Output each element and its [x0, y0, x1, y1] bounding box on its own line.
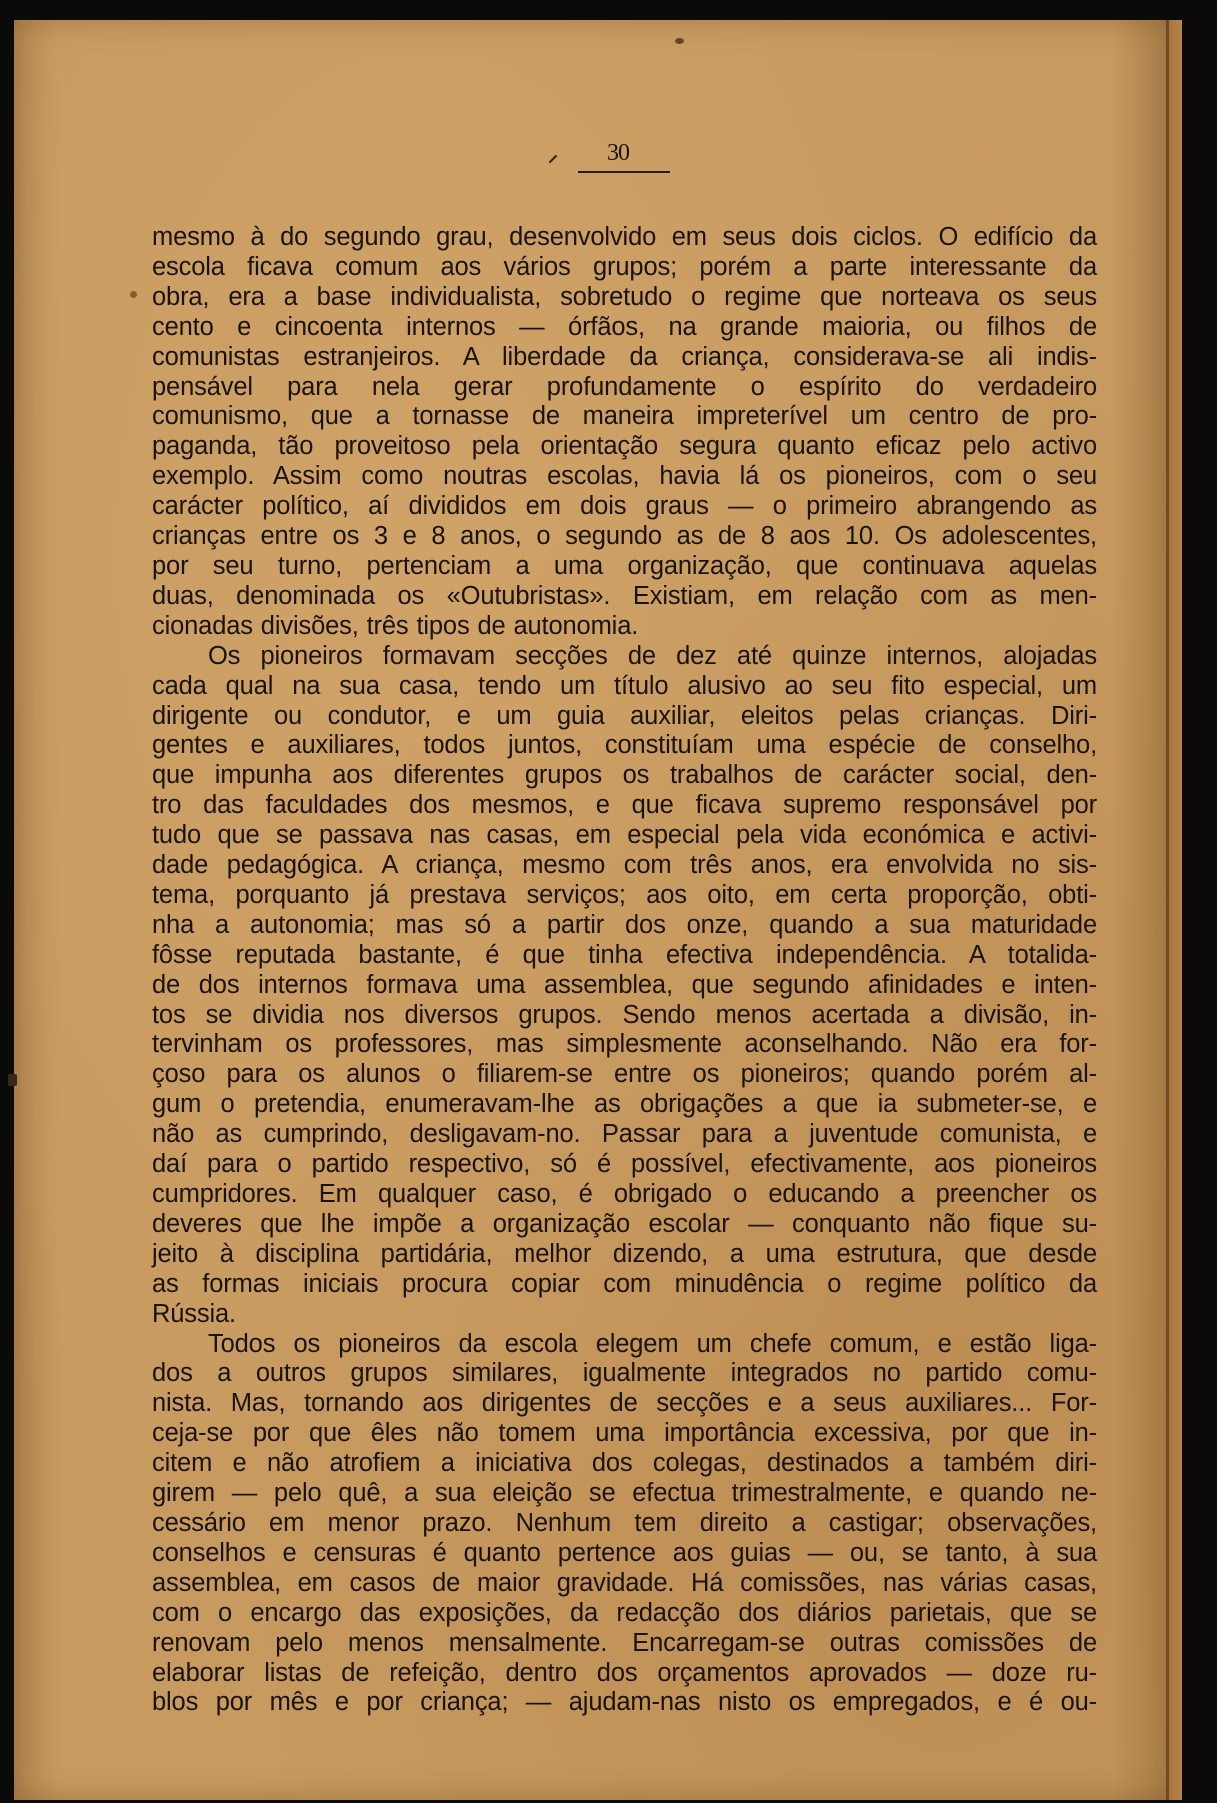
body-text	[152, 223, 1097, 1718]
text-line: gum o pretendia, enumeravam-lhe as obrigações a que ia submeter-se, e	[152, 1090, 1097, 1119]
paragraph	[152, 642, 1097, 1330]
text-line: cionadas divisões, três tipos de autonomia.	[152, 611, 639, 640]
text-line: jeito à disciplina partidária, melhor dizendo, a uma estrutura, que desde	[152, 1239, 1097, 1268]
text-line: cento e cincoenta internos — órfãos, na grande maioria, ou filhos de	[152, 312, 1097, 341]
text-line: comunismo, que a tornasse de maneira impreterível um centro de pro-	[152, 402, 1097, 431]
text-line: tervinham os professores, mas simplesmente aconselhando. Não era for-	[152, 1030, 1097, 1059]
text-line: tos se dividia nos diversos grupos. Sendo menos acertada a divisão, in-	[152, 1000, 1097, 1029]
text-line: dos a outros grupos similares, igualmente integrados no partido comu-	[152, 1359, 1097, 1388]
text-line: comunistas estranjeiros. A liberdade da criança, considerava-se ali indis-	[152, 342, 1097, 371]
text-line: por seu turno, pertenciam a uma organização, que continuava aquelas	[152, 551, 1097, 580]
text-line: com o encargo das exposições, da redacção dos diários parietais, que se	[152, 1598, 1097, 1627]
text-line: Rússia.	[152, 1299, 236, 1328]
text-line: fôsse reputada bastante, é que tinha efectiva independência. A totalida-	[152, 940, 1097, 969]
text-line: girem — pelo quê, a sua eleição se efectua trimestralmente, e quando ne-	[152, 1479, 1097, 1508]
text-line: deveres que lhe impõe a organização escolar — conquanto não fique su-	[152, 1209, 1097, 1238]
text-line: dirigente ou condutor, e um guia auxiliar, eleitos pelas crianças. Diri-	[152, 701, 1097, 730]
text-line: conselhos e censuras é quanto pertence aos guias — ou, se tanto, à sua	[152, 1538, 1097, 1567]
text-line: citem e não atrofiem a iniciativa dos colegas, destinados a também diri-	[152, 1449, 1097, 1478]
page-fold-line	[1166, 20, 1169, 1800]
page-number: 30	[607, 140, 629, 166]
paragraph	[152, 1330, 1097, 1719]
text-line: obra, era a base individualista, sobretudo o regime que norteava os seus	[152, 282, 1097, 311]
text-line: çoso para os alunos o filiarem-se entre os pioneiros; quando porém al-	[152, 1060, 1097, 1089]
text-line: dade pedagógica. A criança, mesmo com três anos, era envolvida no sis-	[152, 851, 1097, 880]
text-line: assemblea, em casos de maior gravidade. Há comissões, nas várias casas,	[152, 1568, 1097, 1597]
text-line: tudo que se passava nas casas, em especial pela vida económica e activi-	[152, 821, 1097, 850]
ink-stain	[675, 38, 684, 44]
text-line: blos por mês e por criança; — ajudam-nas nisto os empregados, e é ou-	[152, 1688, 1097, 1717]
text-line: pensável para nela gerar profundamente o espírito do verdadeiro	[152, 372, 1097, 401]
text-line: cada qual na sua casa, tendo um título alusivo ao seu fito especial, um	[152, 671, 1097, 700]
text-line: nha a autonomia; mas só a partir dos onze, quando a sua maturidade	[152, 910, 1097, 939]
text-line: não as cumprindo, desligavam-no. Passar para a juventude comunista, e	[152, 1120, 1097, 1149]
page-right-margin	[1168, 20, 1182, 1800]
ink-dot	[130, 291, 137, 298]
text-line: tema, porquanto já prestava serviços; aos oito, em certa proporção, obti-	[152, 880, 1097, 909]
paragraph	[152, 223, 1097, 642]
text-line: nista. Mas, tornando aos dirigentes de secções e a seus auxiliares... For-	[152, 1389, 1097, 1418]
text-line: que impunha aos diferentes grupos os trabalhos de carácter social, den-	[152, 761, 1097, 790]
text-line: cessário em menor prazo. Nenhum tem direito a castigar; observações,	[152, 1508, 1097, 1537]
text-line: elaborar listas de refeição, dentro dos orçamentos aprovados — doze ru-	[152, 1658, 1097, 1687]
text-line: daí para o partido respectivo, só é possível, efectivamente, aos pioneiros	[152, 1150, 1097, 1179]
page-number-rule	[578, 171, 670, 173]
binding-mark	[8, 1074, 17, 1086]
text-line: mesmo à do segundo grau, desenvolvido em seus dois ciclos. O edifício da	[152, 223, 1097, 251]
text-line: exemplo. Assim como noutras escolas, havia lá os pioneiros, com o seu	[152, 462, 1097, 491]
text-line: renovam pelo menos mensalmente. Encarregam-se outras comissões de	[152, 1628, 1097, 1657]
text-line: crianças entre os 3 e 8 anos, o segundo as de 8 aos 10. Os adolescentes,	[152, 522, 1097, 551]
text-line: duas, denominada os «Outubristas». Existiam, em relação com as men-	[152, 581, 1097, 610]
text-line: tro das faculdades dos mesmos, e que ficava supremo responsável por	[152, 791, 1097, 820]
text-line: ceja-se por que êles não tomem uma importância excessiva, por que in-	[152, 1419, 1097, 1448]
text-line: as formas iniciais procura copiar com minudência o regime político da	[152, 1269, 1097, 1298]
text-line: gentes e auxiliares, todos juntos, constituíam uma espécie de conselho,	[152, 731, 1097, 760]
scan-background-edge	[1182, 0, 1217, 1803]
text-line: cumpridores. Em qualquer caso, é obrigado o educando a preencher os	[152, 1180, 1097, 1208]
text-line: Todos os pioneiros da escola elegem um chefe comum, e estão liga-	[208, 1329, 1097, 1358]
text-line: Os pioneiros formavam secções de dez até quinze internos, alojadas	[208, 641, 1097, 670]
text-line: escola ficava comum aos vários grupos; porém a parte interessante da	[152, 252, 1097, 281]
text-line: de dos internos formava uma assemblea, que segundo afinidades e inten-	[152, 970, 1097, 999]
text-line: paganda, tão proveitoso pela orientação segura quanto eficaz pelo activo	[152, 432, 1097, 461]
text-line: carácter político, aí divididos em dois graus — o primeiro abrangendo as	[152, 492, 1097, 521]
